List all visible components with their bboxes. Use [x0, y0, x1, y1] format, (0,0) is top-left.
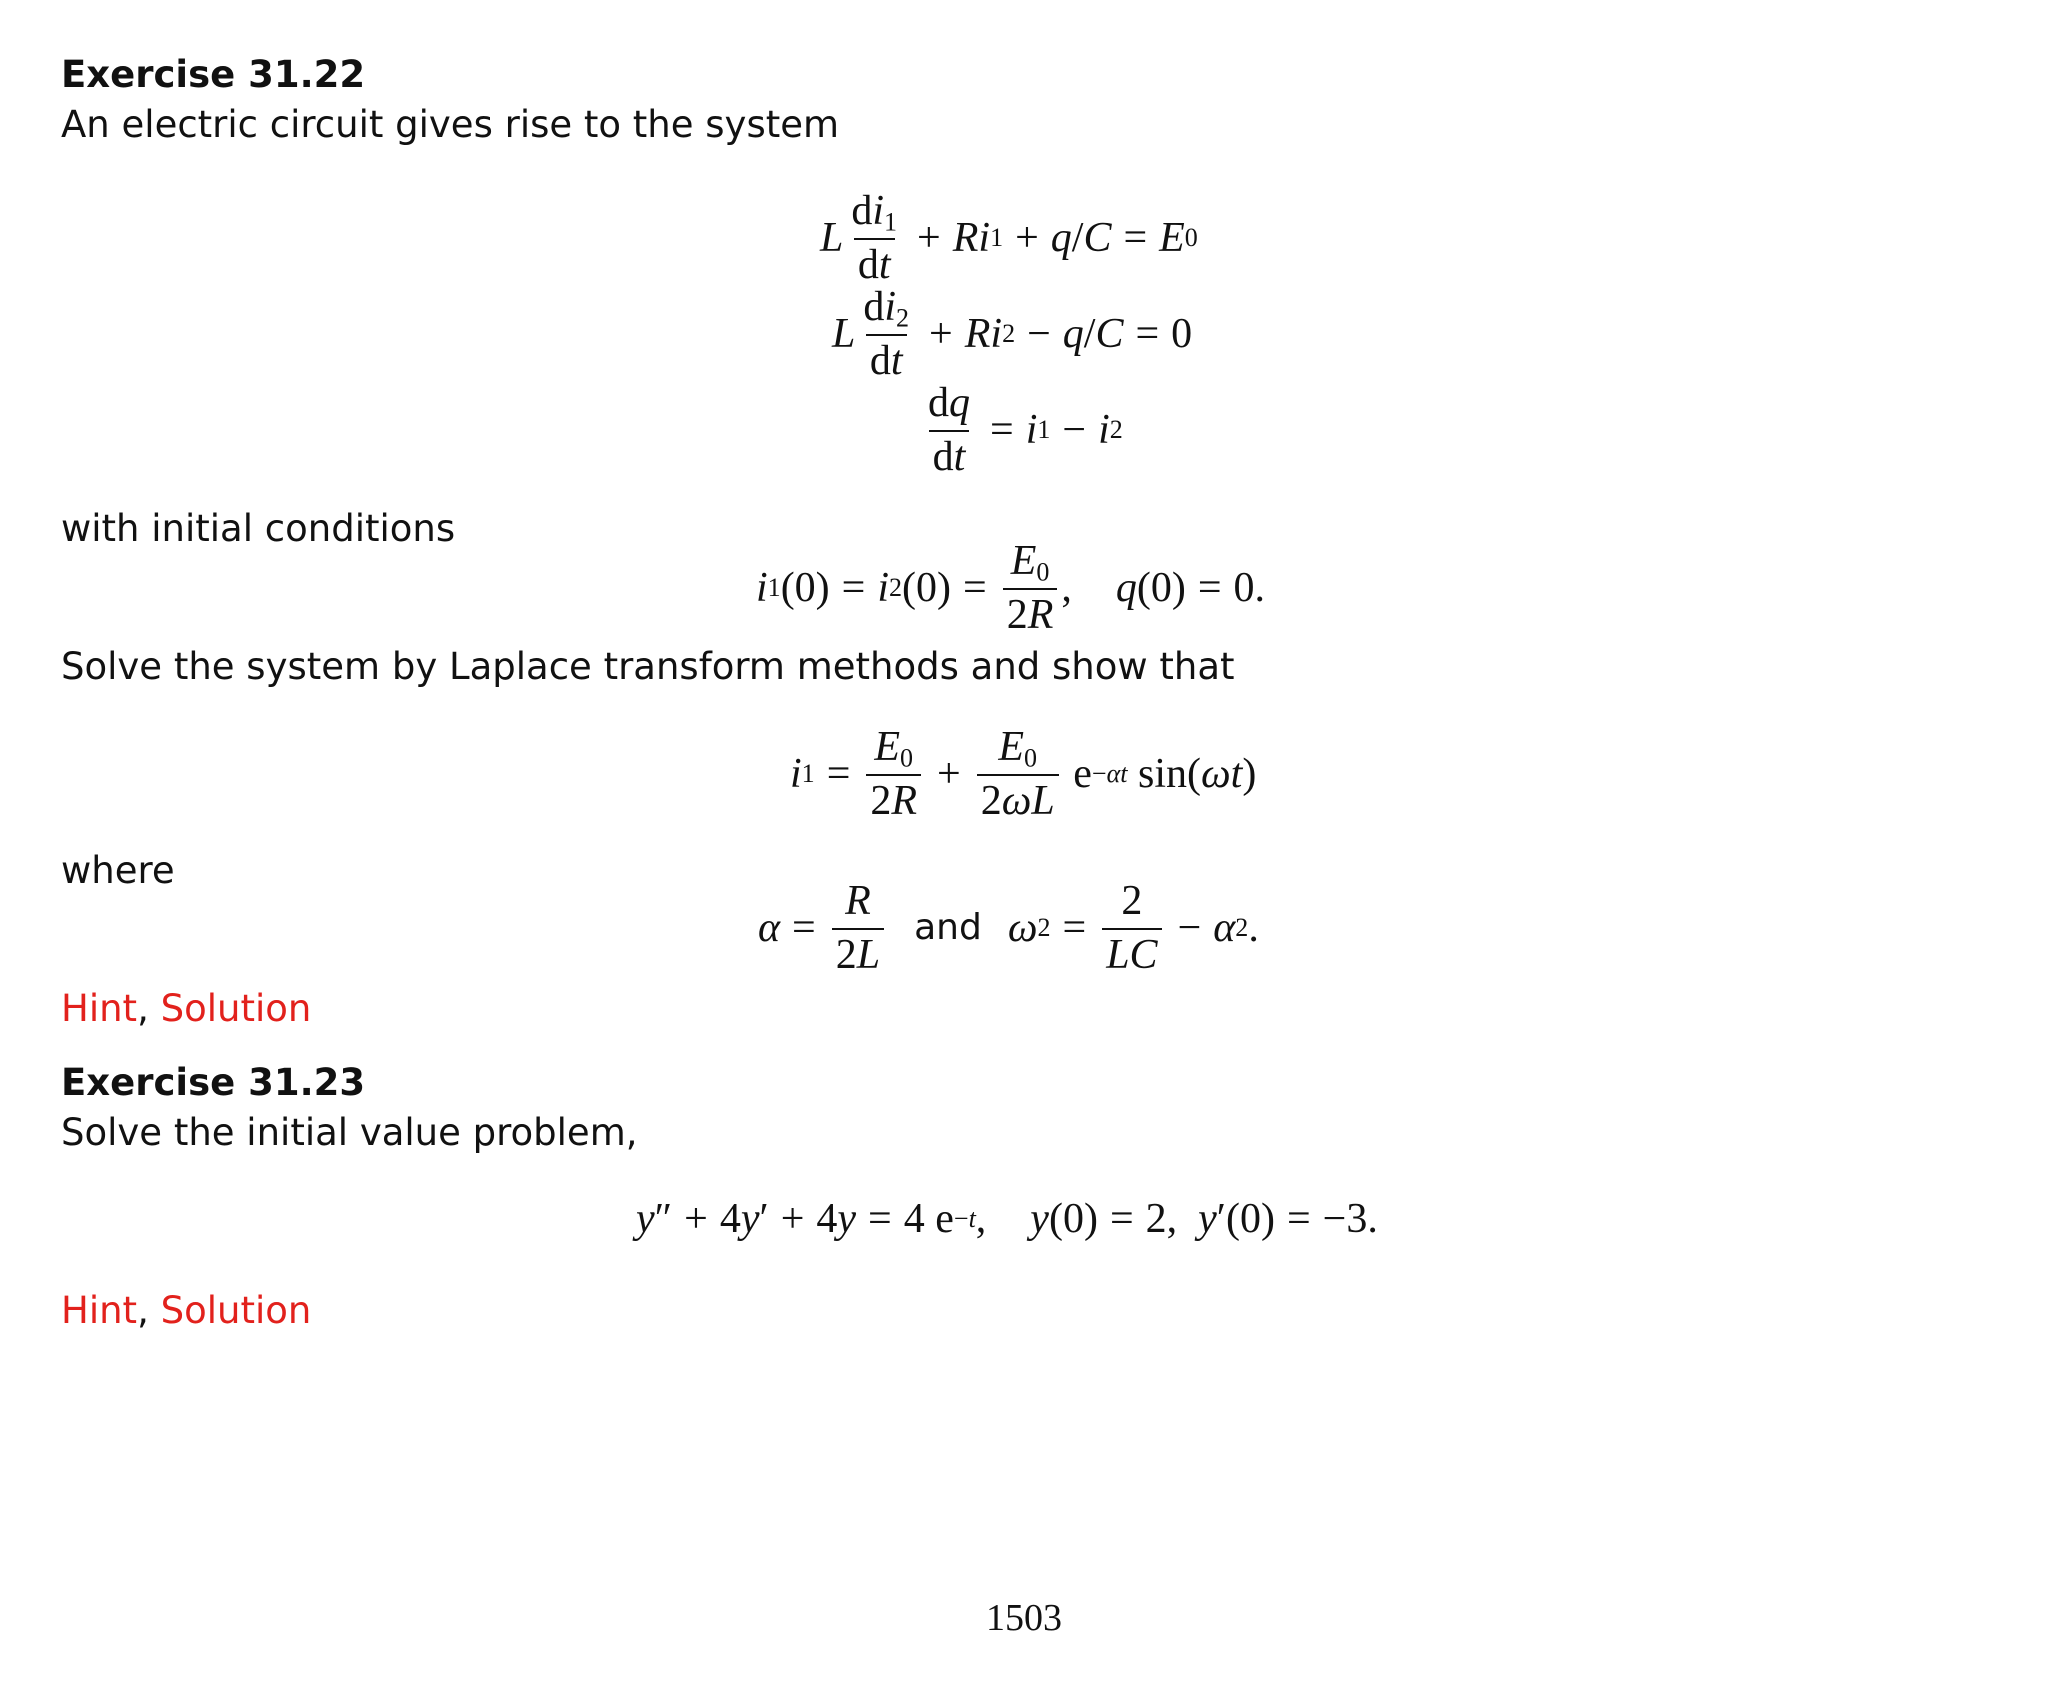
exercise-intro-text-2: Solve the initial value problem, — [61, 1111, 638, 1154]
and-text: and — [914, 907, 982, 948]
exercise-heading-31-23: Exercise 31.23 — [61, 1061, 366, 1104]
exercise-intro-text: An electric circuit gives rise to the system — [61, 103, 840, 146]
link-separator: , — [137, 987, 149, 1030]
equation-dq: $\frac{dq}{dt}$ = i 1 − i 2 — [928, 380, 1123, 480]
where-text: where — [61, 849, 175, 892]
hint-link[interactable]: Hint — [61, 987, 138, 1030]
solve-text: Solve the system by Laplace transform methods and show that — [61, 645, 1235, 688]
exercise-heading-31-22: Exercise 31.22 — [61, 53, 366, 96]
link-separator-2: , — [137, 1289, 149, 1332]
initial-conditions-equation: i 1 (0) = i 2 (0) = $\frac{E_0}{2R}$ , q (0) = 0. — [756, 538, 1266, 638]
solution-link[interactable]: Solution — [160, 987, 312, 1030]
equation-di1: L $\frac{di_1}{dt}$ + Ri 1 + q / C = E 0 — [820, 188, 1198, 288]
solution-i1-equation: i 1 = $\frac{E_0}{2R}$ + $\frac{E_0}{2\omega L}$ e −αt sin( ωt ) — [790, 724, 1257, 824]
hint-link-2[interactable]: Hint — [61, 1289, 138, 1332]
links-row-31-23 — [61, 1289, 312, 1332]
solution-link-2[interactable]: Solution — [160, 1289, 312, 1332]
ivp-equation: y ″ + 4 y ′ + 4 y = 4 e −t , y (0) = 2, y ′(0) = −3. — [636, 1196, 1378, 1242]
with-initial-conditions-text: with initial conditions — [61, 507, 456, 550]
equation-di2: L $\frac{di_2}{dt}$ + Ri 2 − q / C = 0 — [832, 284, 1193, 384]
links-row-31-22 — [61, 987, 312, 1030]
alpha-omega-equation: α = $\frac{R}{2L}$ and ω 2 = $\frac{2}{LC}$ − α 2 . — [758, 878, 1259, 978]
page-number: 1503 — [986, 1597, 1062, 1639]
